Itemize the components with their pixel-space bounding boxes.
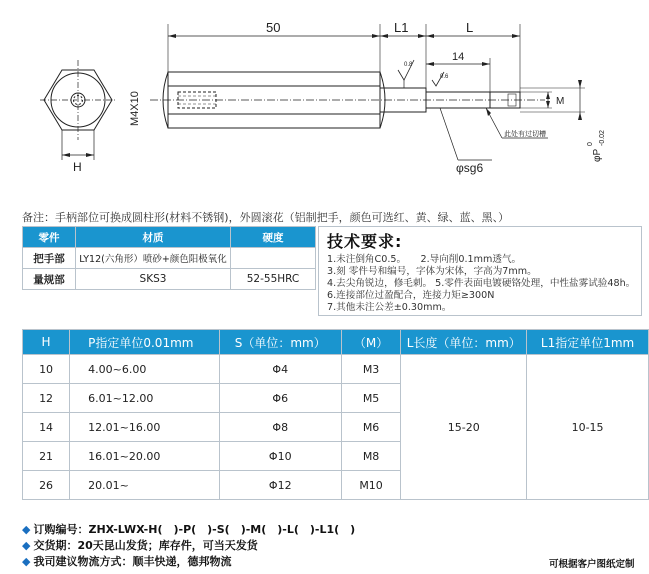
tech-line: 1.未注倒角C0.5。 2.导向削0.1mm透气。 bbox=[327, 254, 522, 265]
cell-s: Φ12 bbox=[219, 471, 341, 500]
remark-note: 备注：手柄部位可换成圆柱形(材料不锈钢)，外圆滚花（铝制把手，颜色可选红、黄、绿、蓝、黑、） bbox=[22, 211, 510, 224]
dim-p-tol-down: -0.02 bbox=[599, 130, 606, 146]
header-s: S（单位：mm） bbox=[219, 330, 341, 355]
table-row bbox=[23, 355, 649, 384]
arrow-icon: ◆ bbox=[22, 555, 31, 568]
cell-h: 12 bbox=[23, 384, 70, 413]
spec-row bbox=[23, 248, 316, 269]
header-l: L长度（单位：mm） bbox=[401, 330, 527, 355]
spec-part: 量规部 bbox=[23, 269, 76, 290]
dim-50: 50 bbox=[266, 20, 281, 35]
header-m: （M） bbox=[341, 330, 401, 355]
dim-p-tol-up: 0 bbox=[587, 142, 594, 146]
cell-p: 16.01~20.00 bbox=[70, 442, 220, 471]
dim-thread: M4X10 bbox=[129, 91, 141, 126]
dim-l1: L1 bbox=[394, 20, 409, 35]
tech-requirements bbox=[318, 226, 642, 316]
tech-line: 7.其他未注公差±0.30mm。 bbox=[327, 302, 452, 313]
spec-header-hardness: 硬度 bbox=[231, 227, 316, 248]
header-l1: L1指定单位1mm bbox=[527, 330, 649, 355]
tech-line: 3.刻 零件号和编号，字体为宋体，字高为7mm。 bbox=[327, 266, 537, 277]
cell-m: M10 bbox=[341, 471, 401, 500]
groove-callout: 此处有过切槽 bbox=[504, 131, 546, 138]
order-code: 订购编号：ZHX-LWX-H( )-P( )-S( )-M( )-L( )-L1( ) bbox=[33, 523, 356, 536]
cell-l-range: 15-20 bbox=[401, 355, 527, 500]
spec-row bbox=[23, 269, 316, 290]
cell-m: M6 bbox=[341, 413, 401, 442]
spec-hardness bbox=[231, 248, 316, 269]
cell-h: 14 bbox=[23, 413, 70, 442]
cell-h: 26 bbox=[23, 471, 70, 500]
order-code-line bbox=[22, 521, 355, 537]
dim-h: H bbox=[73, 160, 82, 174]
cell-p: 12.01~16.00 bbox=[70, 413, 220, 442]
dim-14: 14 bbox=[452, 51, 465, 63]
cell-s: Φ4 bbox=[219, 355, 341, 384]
cell-p: 20.01~ bbox=[70, 471, 220, 500]
delivery-line bbox=[22, 537, 258, 553]
part-drawing bbox=[0, 0, 649, 205]
spec-material: SKS3 bbox=[76, 269, 231, 290]
header-p: P指定单位0.01mm bbox=[70, 330, 220, 355]
roughness-1: 0.8 bbox=[404, 62, 413, 68]
spec-header-part: 零件 bbox=[23, 227, 76, 248]
cell-p: 6.01~12.00 bbox=[70, 384, 220, 413]
dim-sg: φsg6 bbox=[456, 161, 484, 175]
cell-s: Φ8 bbox=[219, 413, 341, 442]
dim-l: L bbox=[466, 20, 474, 35]
cell-m: M3 bbox=[341, 355, 401, 384]
tech-line: 4.去尖角锐边，修毛刺。 5.零件表面电镀硬铬处理，中性盐雾试验48h。 bbox=[327, 278, 636, 289]
spec-hardness: 52-55HRC bbox=[231, 269, 316, 290]
spec-part: 把手部 bbox=[23, 248, 76, 269]
spec-material: LY12(六角形）喷砂+颜色阳极氧化 bbox=[76, 248, 231, 269]
cell-l1-range: 10-15 bbox=[527, 355, 649, 500]
delivery-text: 交货期：20天昆山发货；库存件，可当天发货 bbox=[33, 539, 258, 552]
cell-h: 21 bbox=[23, 442, 70, 471]
material-spec-table bbox=[22, 226, 316, 290]
size-table bbox=[22, 329, 649, 500]
header-h: H bbox=[23, 330, 70, 355]
dim-m: M bbox=[556, 96, 565, 107]
cell-m: M8 bbox=[341, 442, 401, 471]
custom-note: 可根据客户图纸定制 bbox=[549, 559, 635, 570]
cell-m: M5 bbox=[341, 384, 401, 413]
arrow-icon: ◆ bbox=[22, 539, 31, 552]
cell-h: 10 bbox=[23, 355, 70, 384]
cell-s: Φ10 bbox=[219, 442, 341, 471]
tech-line: 6.连接部位过盈配合，连接力矩≥300N bbox=[327, 290, 495, 301]
shipping-line bbox=[22, 553, 231, 569]
spec-header-material: 材质 bbox=[76, 227, 231, 248]
arrow-icon: ◆ bbox=[22, 523, 31, 536]
cell-p: 4.00~6.00 bbox=[70, 355, 220, 384]
dim-p: φP bbox=[592, 148, 603, 162]
roughness-2: 0.6 bbox=[440, 74, 449, 80]
tech-title: 技术要求: bbox=[327, 232, 403, 251]
shipping-text: 我司建议物流方式：顺丰快递，德邦物流 bbox=[33, 555, 232, 568]
cell-s: Φ6 bbox=[219, 384, 341, 413]
